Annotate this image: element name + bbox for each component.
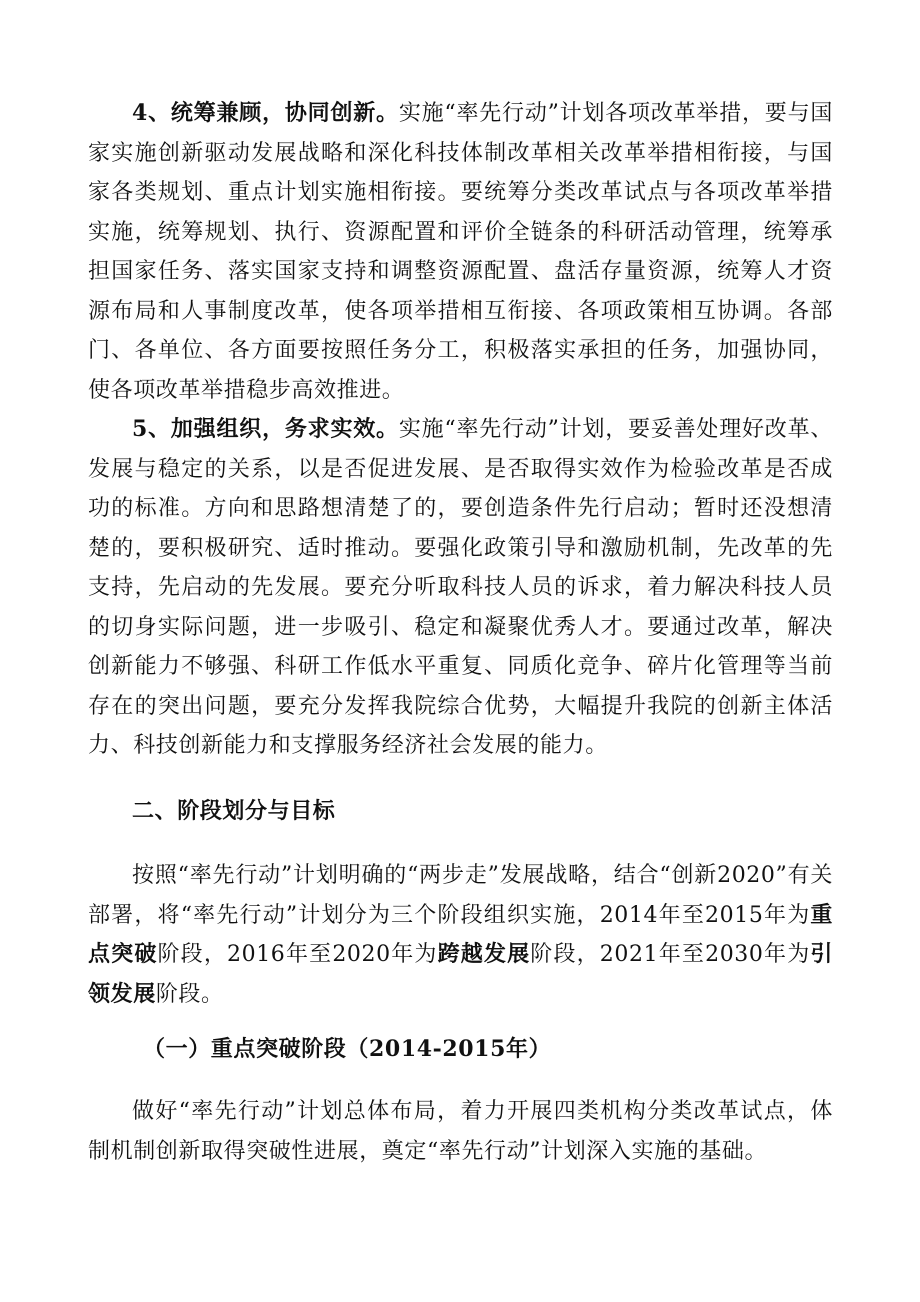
text-run: 按照“率先行动”计划明确的“两步走”发展战略，结合“创新2020”有关部署，将“率先行动”计划分为三个阶段组织实施，2014年至2015年为 bbox=[88, 863, 833, 928]
stage-name-leading: 引领发展 bbox=[88, 941, 833, 1007]
paragraph-stage-division bbox=[88, 856, 833, 1014]
paragraph-coordinated-innovation bbox=[88, 94, 833, 410]
stage-name-breakthrough: 重点突破 bbox=[88, 901, 833, 967]
subsection-heading-breakthrough: （一）重点突破阶段（2014-2015年） bbox=[143, 1036, 552, 1062]
paragraph-lead: 5、加强组织，务求实效。 bbox=[132, 416, 399, 442]
paragraph-body: 实施“率先行动”计划各项改革举措，要与国家实施创新驱动发展战略和深化科技体制改革相关改革举措相衔接，与国家各类规划、重点计划实施相衔接。要统筹分类改革试点与各项改革举措实施，统筹规划、执行、资源配置和评价全链条的科研活动管理，统筹承担国家任务、落实国家支持和调整资源配置、盘活存量资源，统筹人才资源布局和人事制度改革，使各项举措相互衔接、各项政策相互协调。各部门、各单位、各方面要按照任务分工，积极落实承担的任务，加强协同，使各项改革举措稳步高效推进。 bbox=[88, 101, 833, 403]
text-run: 阶段，2016年至2020年为 bbox=[157, 942, 438, 967]
section-heading-stages: 二、阶段划分与目标 bbox=[132, 798, 336, 824]
paragraph-lead: 4、统筹兼顾，协同创新。 bbox=[132, 100, 399, 126]
text-run: 阶段，2021年至2030年为 bbox=[530, 942, 811, 967]
paragraph-body: 实施“率先行动”计划，要妥善处理好改革、发展与稳定的关系，以是否促进发展、是否取得实效作为检验改革是否成功的标准。方向和思路想清楚了的，要创造条件先行启动；暂时还没想清楚的，要积极研究、适时推动。要强化政策引导和激励机制，先改革的先支持，先启动的先发展。要充分听取科技人员的诉求，着力解决科技人员的切身实际问题，进一步吸引、稳定和凝聚优秀人才。要通过改革，解决创新能力不够强、科研工作低水平重复、同质化竞争、碎片化管理等当前存在的突出问题，要充分发挥我院综合优势，大幅提升我院的创新主体活力、科技创新能力和支撑服务经济社会发展的能力。 bbox=[88, 417, 833, 758]
paragraph-breakthrough-stage: 做好“率先行动”计划总体布局，着力开展四类机构分类改革试点，体制机制创新取得突破性进展，奠定“率先行动”计划深入实施的基础。 bbox=[88, 1099, 833, 1164]
stage-name-leapfrog: 跨越发展 bbox=[437, 941, 531, 967]
text-run: 阶段。 bbox=[155, 981, 224, 1007]
paragraph-strengthen-organization bbox=[88, 410, 833, 766]
